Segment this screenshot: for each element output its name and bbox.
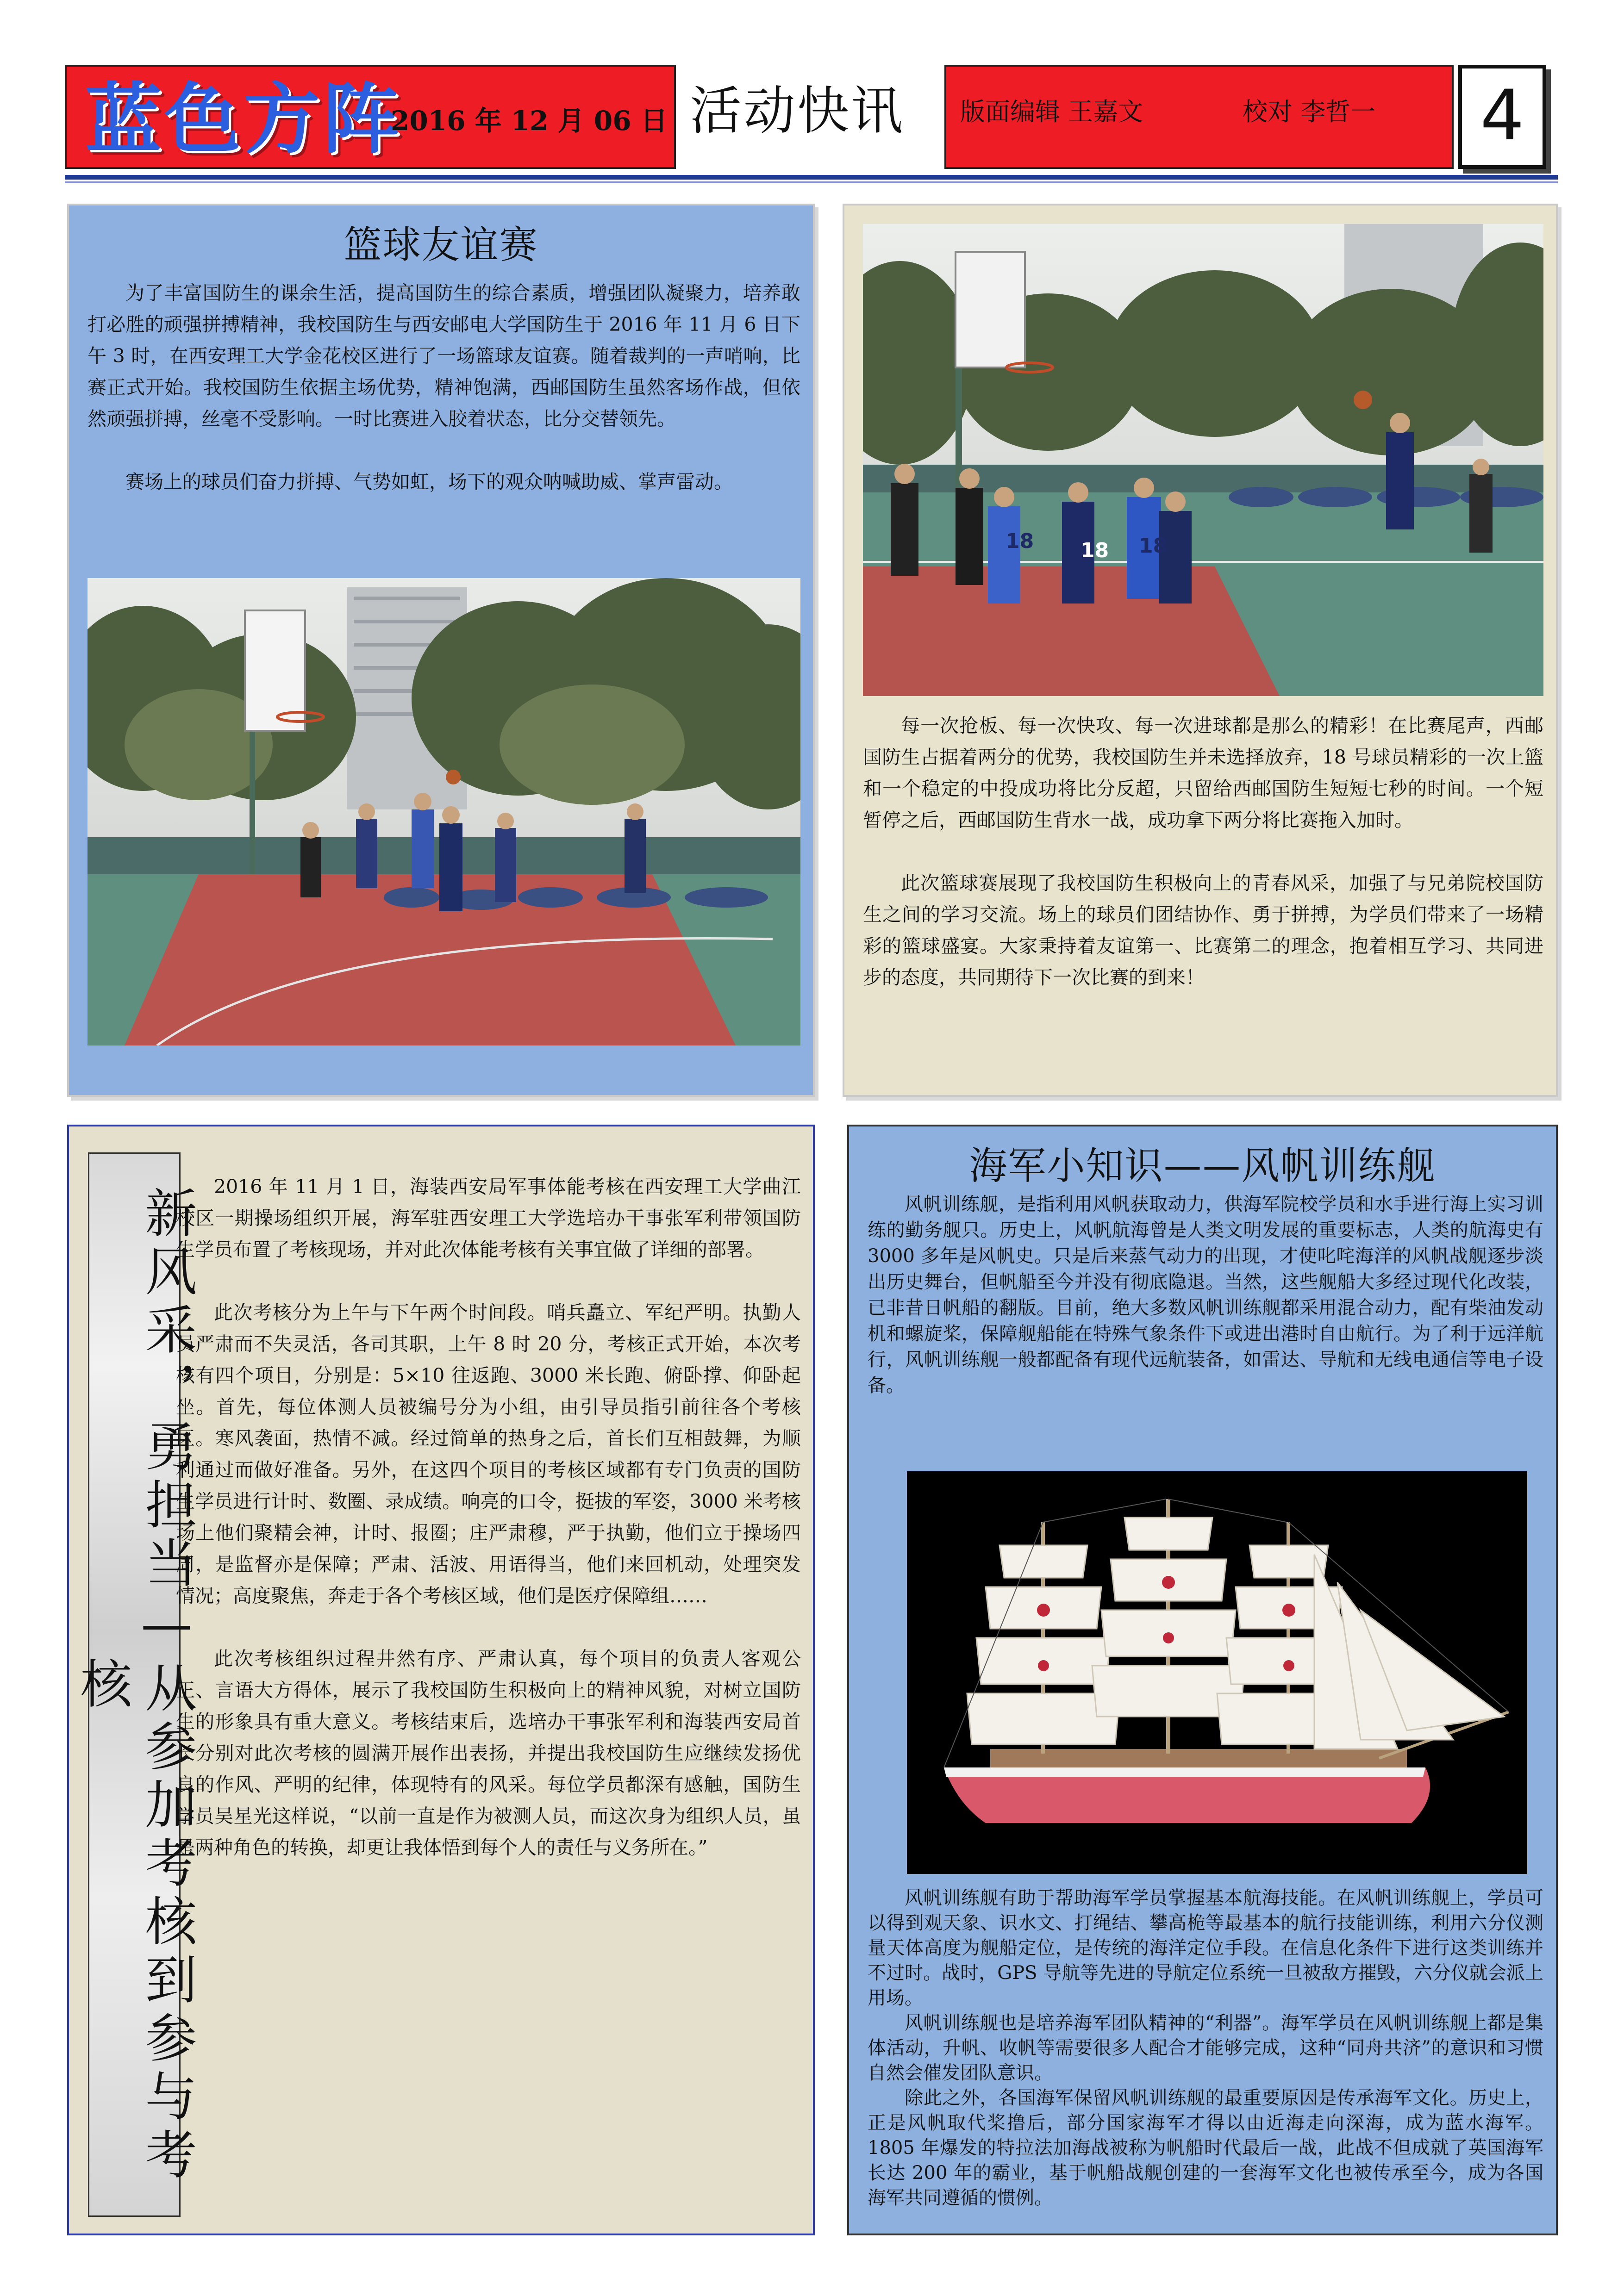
basketball-panel-right (843, 204, 1558, 1097)
basketball-photo-2 (863, 224, 1543, 696)
basketball-body (863, 710, 1543, 993)
exam-paragraph-2: 此次考核分为上午与下午两个时间段。哨兵矗立、军纪严明。执勤人员严肃而不失灵活，各司其职，上午 8 时 20 分，考核正式开始，本次考核有四个项目，分别是：5×10 往返跑、3000 米长跑、俯卧撑、仰卧起坐。首先，每位体测人员被编号分为小组，由引导员指引前往各个考核区。寒风袭面，热情不减。经过简单的热身之后，首长们互相鼓舞，为顺利通过而做好准备。另外，在这四个项目的考核区域都有专门负责的国防生学员进行计时、数圈、录成绩。响亮的口令，挺拔的军姿，3000 米考核场上他们聚精会神，计时、报圈；庄严肃穆，严于执勤，他们立于操场四周，是监督亦是保障；严肃、活波、用语得当，他们来回机动，处理突发情况；高度聚焦，奔走于各个考核区域，他们是医疗保障组…… (176, 1301, 801, 1607)
basketball-intro (87, 277, 800, 498)
basketball-panel-left (67, 204, 815, 1097)
navy-title: 海军小知识——风帆训练舰 (969, 1144, 1436, 1188)
basketball-photo-1 (87, 578, 800, 1045)
page-number: 4 (1458, 65, 1546, 169)
navy-paragraph-3: 风帆训练舰也是培养海军团队精神的“利器”。海军学员在风帆训练舰上都是集体活动，升帆、收帆等需要很多人配合才能够完成，这种“同舟共济”的意识和习惯自然会催发团队意识。 (868, 2012, 1543, 2084)
basketball-paragraph-4: 此次篮球赛展现了我校国防生积极向上的青春风采，加强了与兄弟院校国防生之间的学习交流。场上的球员们团结协作、勇于拼搏，为学员们带来了一场精彩的篮球盛宴。大家秉持着友谊第一、比赛第二的理念，抱着相互学习、共同进步的态度，共同期待下一次比赛的到来！ (863, 872, 1543, 989)
basketball-paragraph-2: 赛场上的球员们奋力拼搏、气势如虹，场下的观众呐喊助威、掌声雷动。 (125, 471, 733, 493)
section-title: 活动快讯 (690, 81, 905, 141)
issue-date: 2016 年 12 月 06 日 (391, 105, 668, 137)
basketball-title: 篮球友谊赛 (344, 223, 538, 267)
exam-body (176, 1171, 801, 1863)
navy-body (868, 1885, 1543, 2210)
jersey-number: 18 (1006, 529, 1034, 553)
navy-intro (868, 1191, 1543, 1399)
header-rule (65, 175, 1558, 180)
navy-panel (847, 1125, 1558, 2235)
navy-paragraph-1: 风帆训练舰，是指利用风帆获取动力，供海军院校学员和水手进行海上实习训练的勤务舰只。历史上，风帆航海曾是人类文明发展的重要标志，人类的航海史有 3000 多年是风帆史。只是后来蒸气动力的出现，才使叱咤海洋的风帆战舰逐步淡出历史舞台，但帆船至今并没有彻底隐退。当然，这些舰船大多经过现代化改装，已非昔日帆船的翻版。目前，绝大多数风帆训练舰都采用混合动力，配有柴油发动机和螺旋桨，保障舰船能在特殊气象条件下或进出港时自由航行。为了利于远洋航行，风帆训练舰一般都配备有现代远航装备，如雷达、导航和无线电通信等电子设备。 (868, 1194, 1543, 1396)
editor-banner (944, 65, 1454, 169)
sail-training-ship-photo (907, 1471, 1527, 1874)
masthead-banner (65, 65, 676, 169)
jersey-number-2: 18 (1081, 539, 1109, 562)
masthead-title: 蓝色方阵 (85, 74, 402, 164)
jersey-number-3: 18 (1139, 534, 1168, 558)
navy-paragraph-4: 除此之外，各国海军保留风帆训练舰的最重要原因是传承海军文化。历史上，正是风帆取代桨撸后，部分国家海军才得以由近海走向深海，成为蓝水海军。1805 年爆发的特拉法加海战被称为帆船时代最后一战，此战不但成就了英国海军长达 200 年的霸业，基于帆船战舰创建的一套海军文化也被传承至今，成为各国海军共同遵循的惯例。 (868, 2087, 1543, 2209)
header-rule-thin (65, 181, 1558, 183)
basketball-paragraph-3: 每一次抢板、每一次快攻、每一次进球都是那么的精彩！在比赛尾声，西邮国防生占据着两分的优势，我校国防生并未选择放弃，18 号球员精彩的一次上篮和一个稳定的中投成功将比分反超，只留给西邮国防生短短七秒的时间。一个短暂停之后，西邮国防生背水一战，成功拿下两分将比赛拖入加时。 (863, 715, 1543, 831)
editor-credit: 版面编辑 王嘉文 (960, 97, 1143, 126)
exam-paragraph-3: 此次考核组织过程井然有序、严肃认真，每个项目的负责人客观公正、言语大方得体，展示了我校国防生积极向上的精神风貌，对树立国防生的形象具有重大意义。考核结束后，选培办干事张军利和海装西安局首长分别对此次考核的圆满开展作出表扬，并提出我校国防生应继续发扬优良的作风、严明的纪律，体现特有的风采。每位学员都深有感触，国防生学员吴星光这样说，“以前一直是作为被测人员，而这次身为组织人员，虽是两种角色的转换，却更让我体悟到每个人的责任与义务所在。” (176, 1648, 801, 1859)
proofreader-credit: 校对 李哲一 (1243, 97, 1376, 126)
navy-paragraph-2: 风帆训练舰有助于帮助海军学员掌握基本航海技能。在风帆训练舰上，学员可以得到观天象、识水文、打绳结、攀高桅等最基本的航行技能训练，利用六分仪测量天体高度为舰船定位，是传统的海洋定位手段。在信息化条件下进行这类训练并不过时。战时，GPS 导航等先进的导航定位系统一旦被敌方摧毁，六分仪就会派上用场。 (868, 1887, 1543, 2009)
exam-vertical-title-box (72, 1152, 197, 2217)
exam-vertical-title: 新风采，勇担当—从参加考核到参与考核 (72, 1186, 197, 2186)
basketball-paragraph-1: 为了丰富国防生的课余生活，提高国防生的综合素质，增强团队凝聚力，培养敢打必胜的顽强拼搏精神，我校国防生与西安邮电大学国防生于 2016 年 11 月 6 日下午 3 时，在西安理工大学金花校区进行了一场篮球友谊赛。随着裁判的一声哨响，比赛正式开始。我校国防生依据主场优势，精神饱满，西邮国防生虽然客场作战，但依然顽强拼搏，丝毫不受影响。一时比赛进入胶着状态，比分交替领先。 (87, 282, 800, 430)
exam-paragraph-1: 2016 年 11 月 1 日，海装西安局军事体能考核在西安理工大学曲江校区一期操场组织开展，海军驻西安理工大学选培办干事张军利带领国防生学员布置了考核现场，并对此次体能考核有关事宜做了详细的部署。 (176, 1176, 801, 1261)
